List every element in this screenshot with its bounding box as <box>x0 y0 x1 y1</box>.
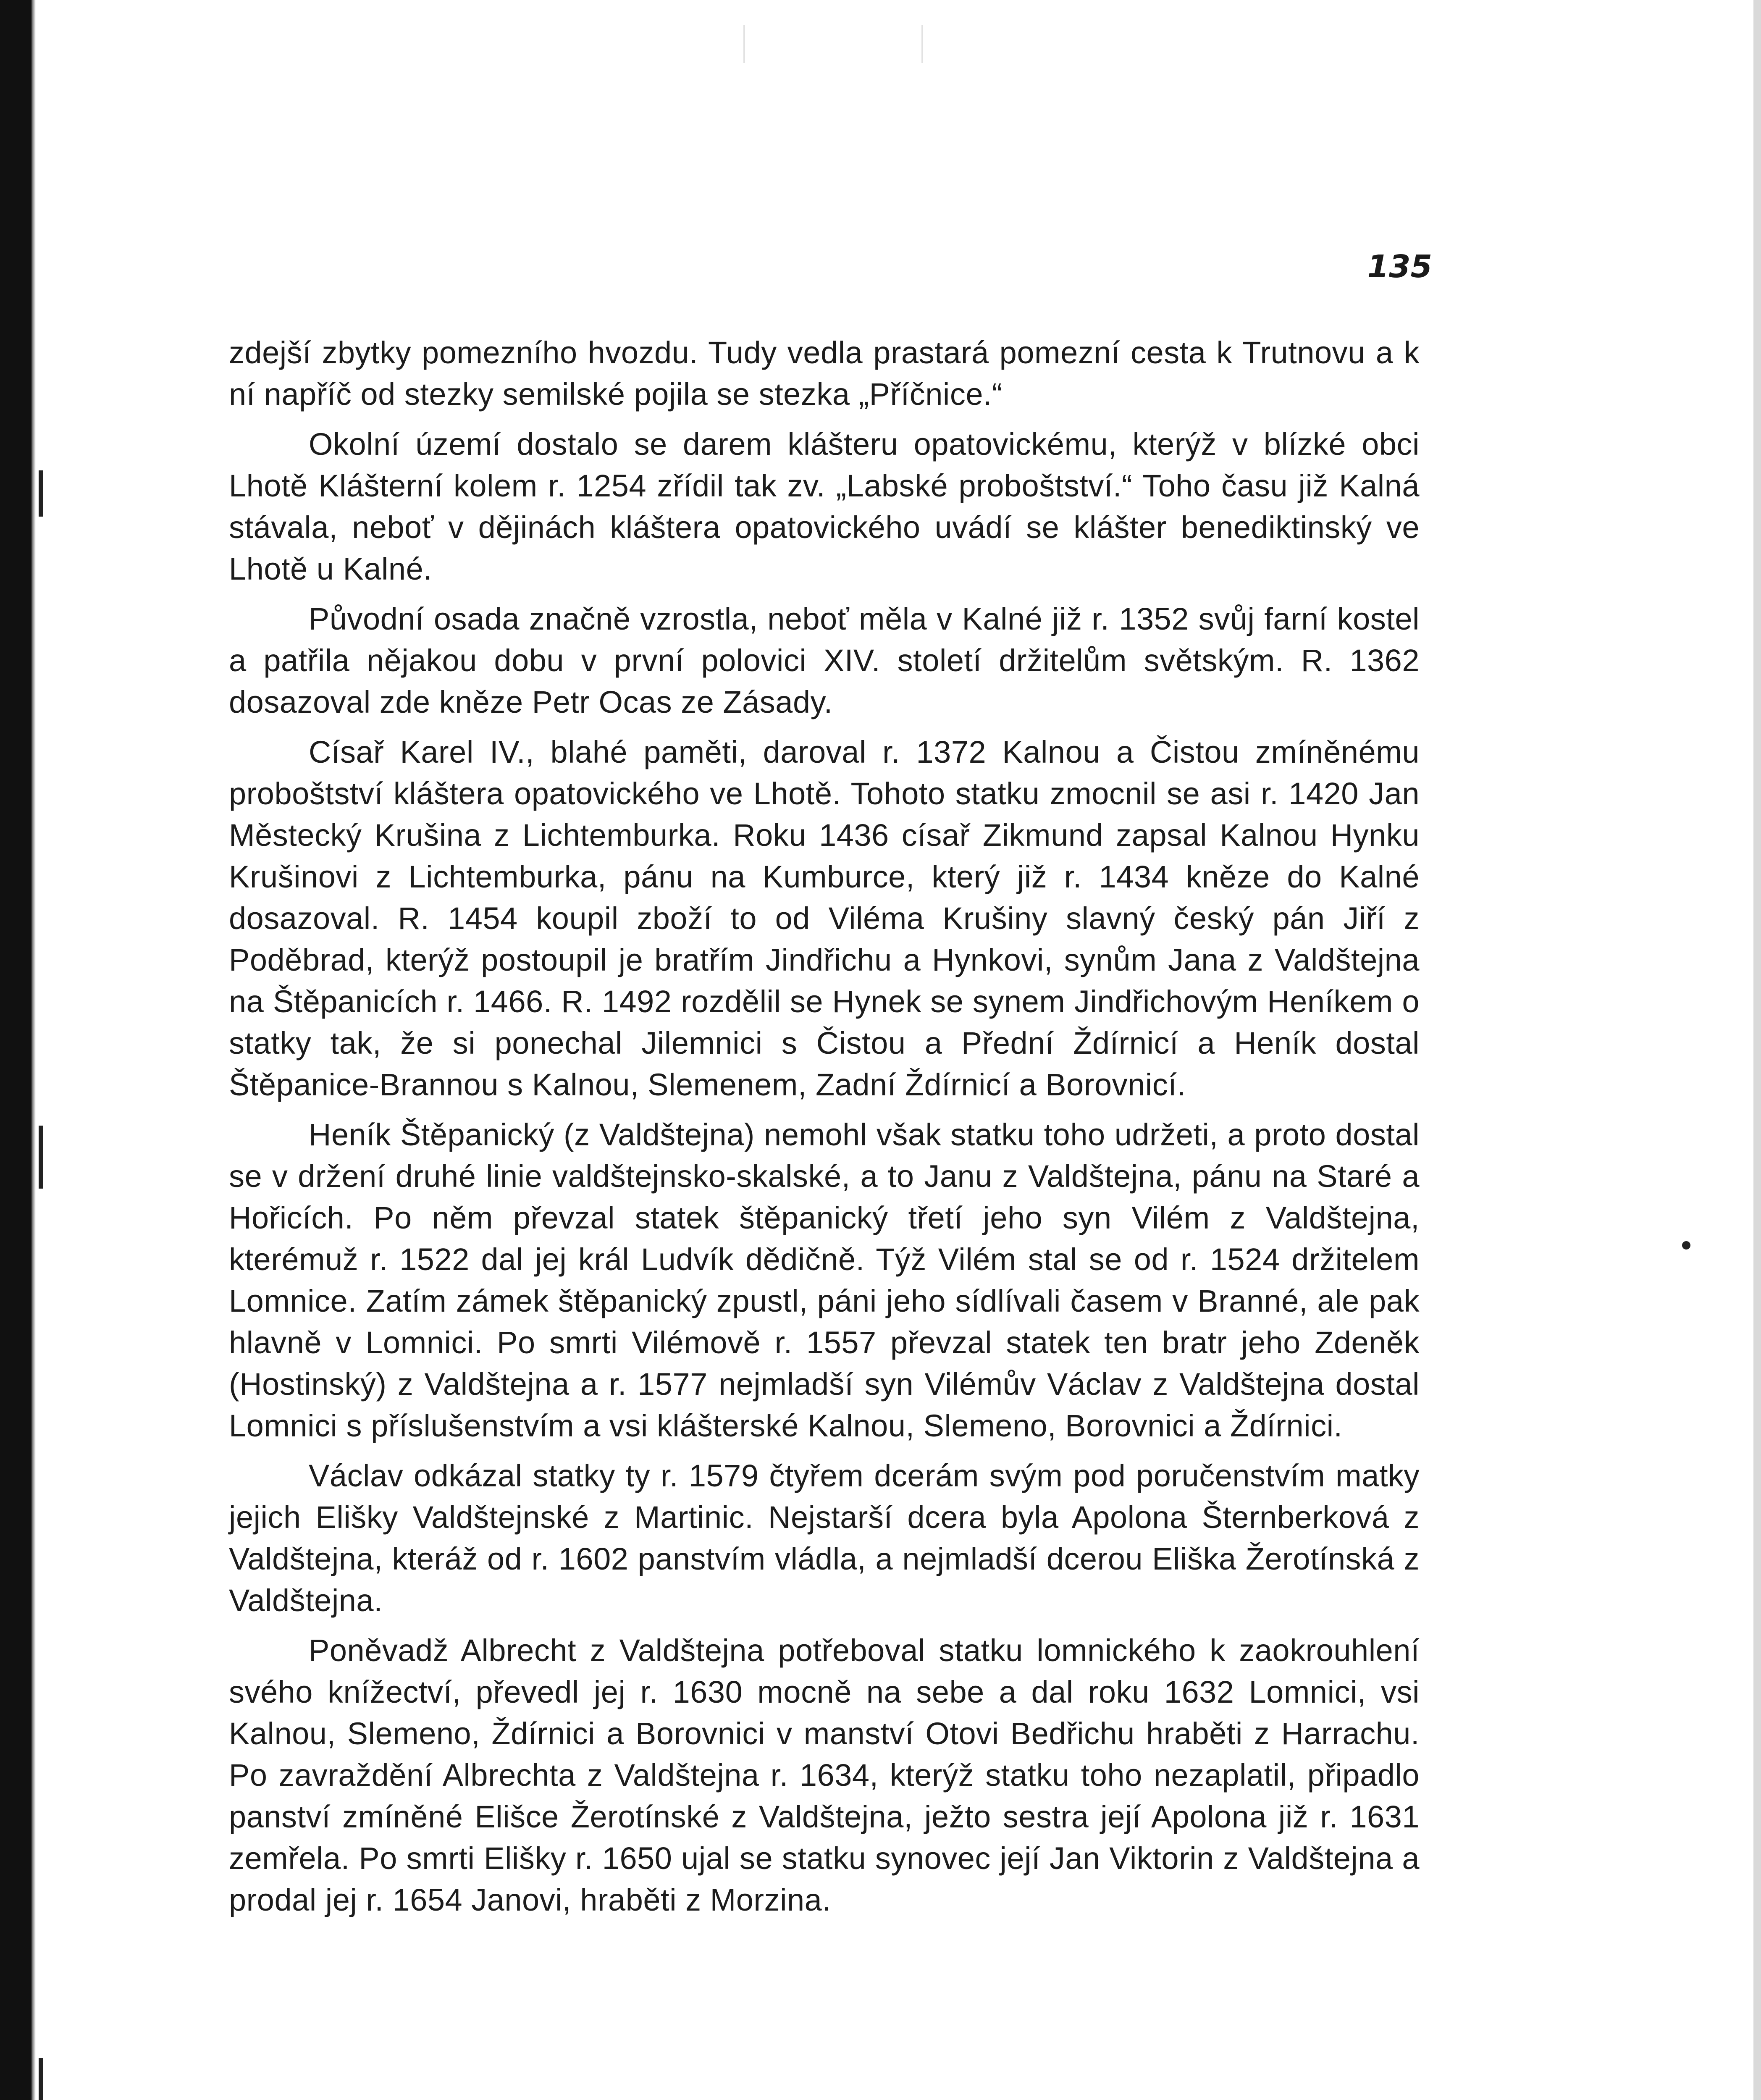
paragraph: zdejší zbytky pomezního hvozdu. Tudy vedla prastará pomezní cesta k Trutnovu a k ní napříč od stezky semilské pojila se stezka „Příčnice.“ <box>229 335 1420 412</box>
scan-artifact-dot <box>1682 1241 1690 1250</box>
scan-right-border <box>1753 0 1761 2100</box>
paragraph: Okolní území dostalo se darem klášteru opatovickému, kterýž v blízké obci Lhotě Klášterní kolem r. 1254 zřídil tak zv. „Labské proboštství.“ Toho času již Kalná stávala, neboť v dějinách kláštera opatovického uvádí se klášter benediktinský ve Lhotě u Kalné. <box>229 427 1420 586</box>
paragraph: Václav odkázal statky ty r. 1579 čtyřem dcerám svým pod poručenstvím matky jejich Elišky Valdštejnské z Martinic. Nejstarší dcera byla Apolona Šternberková z Valdštejna, kteráž od r. 1602 panstvím vládla, a nejmladší dcerou Eliška Žerotínská z Valdštejna. <box>229 1458 1420 1618</box>
page-text <box>229 332 1420 1929</box>
binding-mark <box>39 470 43 517</box>
scan-artifact-top <box>743 25 923 63</box>
paragraph: Původní osada značně vzrostla, neboť měla v Kalné již r. 1352 svůj farní kostel a patřila nějakou dobu v první polovici XIV. století držitelům světským. R. 1362 dosazoval zde kněze Petr Ocas ze Zásady. <box>229 601 1420 719</box>
paragraph: Heník Štěpanický (z Valdštejna) nemohl však statku toho udržeti, a proto dostal se v držení druhé linie valdštejnsko-skalské, a to Janu z Valdštejna, pánu na Staré a Hořicích. Po něm převzal statek štěpanický třetí jeho syn Vilém z Valdštejna, kterémuž r. 1522 dal jej král Ludvík dědičně. Týž Vilém stal se od r. 1524 držitelem Lomnice. Zatím zámek štěpanický zpustl, páni jeho sídlívali časem v Branné, ale pak hlavně v Lomnici. Po smrti Vilémově r. 1557 převzal statek ten bratr jeho Zdeněk (Hostinský) z Valdštejna a r. 1577 nejmladší syn Vilémův Václav z Valdštejna dostal Lomnici s příslušenstvím a vsi klášterské Kalnou, Slemeno, Borovnici a Ždírnici. <box>229 1117 1420 1443</box>
scan-left-border-edge <box>31 0 36 2100</box>
paragraph: Poněvadž Albrecht z Valdštejna potřeboval statku lomnického k zaokrouhlení svého knížectví, převedl jej r. 1630 mocně na sebe a dal roku 1632 Lomnici, vsi Kalnou, Slemeno, Ždírnici a Borovnici v manství Otovi Bedřichu hraběti z Harrachu. Po zavraždění Albrechta z Valdštejna r. 1634, kterýž statku toho nezaplatil, připadlo panství zmíněné Elišce Žerotínské z Valdštejna, ježto sestra její Apolona již r. 1631 zemřela. Po smrti Elišky r. 1650 ujal se statku synovec její Jan Viktorin z Valdštejna a prodal jej r. 1654 Janovi, hraběti z Morzina. <box>229 1633 1420 1917</box>
paragraph: Císař Karel IV., blahé paměti, daroval r. 1372 Kalnou a Čistou zmíněnému proboštství kláštera opatovického ve Lhotě. Tohoto statku zmocnil se asi r. 1420 Jan Městecký Krušina z Lichtemburka. Roku 1436 císař Zikmund zapsal Kalnou Hynku Krušinovi z Lichtemburka, pánu na Kumburce, který již r. 1434 kněze do Kalné dosazoval. R. 1454 koupil zboží to od Viléma Krušiny slavný český pán Jiří z Poděbrad, kterýž postoupil je bratřím Jindřichu a Hynkovi, synům Jana z Valdštejna na Štěpanicích r. 1466. R. 1492 rozdělil se Hynek se synem Jindřichovým Heníkem o statky tak, že si ponechal Jilemnici s Čistou a Přední Ždírnicí a Heník dostal Štěpanice-Brannou s Kalnou, Slemenem, Zadní Ždírnicí a Borovnicí. <box>229 735 1420 1102</box>
page-number: 135 <box>1367 249 1432 285</box>
binding-mark <box>39 2058 43 2100</box>
binding-mark <box>39 1126 43 1189</box>
scan-left-border <box>0 0 31 2100</box>
